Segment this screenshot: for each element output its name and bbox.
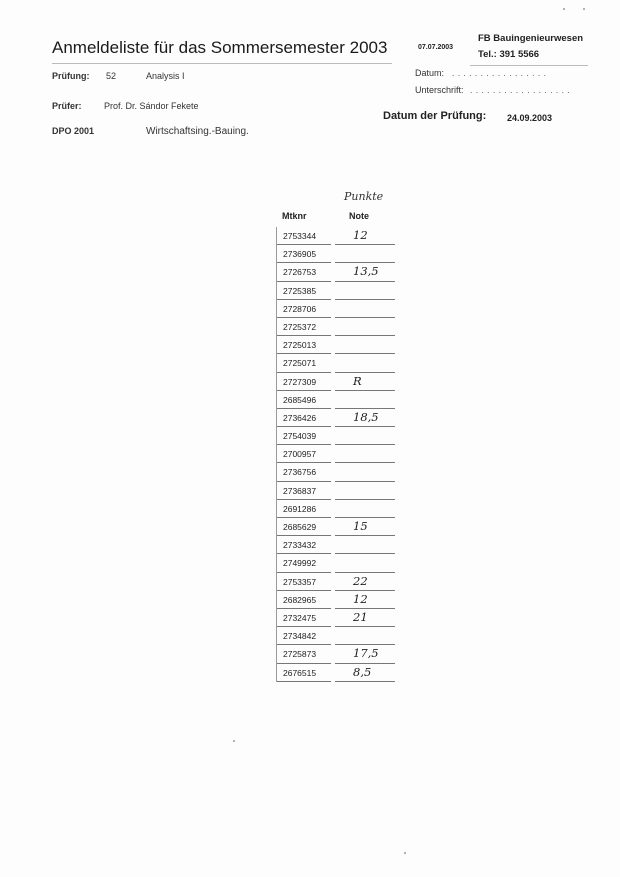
column-header-mtknr: Mtknr	[282, 211, 307, 221]
column-header-note: Note	[349, 211, 369, 221]
mtknr-cell: 2753357	[283, 576, 317, 587]
table-row	[276, 336, 394, 354]
table-row	[276, 536, 394, 554]
note-cell: 13,5	[353, 264, 379, 279]
unterschrift-label: Unterschrift:	[415, 85, 464, 95]
mtknr-cell: 2685629	[283, 522, 317, 532]
table-row	[276, 227, 394, 245]
mtknr-cell: 2736837	[283, 485, 317, 496]
table-row	[276, 573, 394, 591]
scan-speck	[583, 8, 585, 10]
table-row	[276, 627, 394, 645]
mtknr-cell: 2726753	[283, 267, 317, 278]
grade-table	[276, 227, 394, 682]
table-row	[276, 391, 394, 409]
scan-speck	[404, 852, 406, 854]
note-cell: 15	[353, 519, 368, 533]
note-cell: 21	[353, 609, 368, 624]
page-title: Anmeldeliste für das Sommersemester 2003	[52, 38, 388, 57]
mtknr-cell: 2700957	[283, 449, 317, 460]
scan-speck	[233, 740, 235, 742]
mtknr-cell: 2728706	[283, 303, 317, 314]
pruefung-name: Analysis I	[146, 71, 185, 81]
note-underline	[335, 681, 395, 682]
mtknr-cell: 2753344	[283, 231, 317, 241]
row-underline	[277, 681, 331, 682]
mtknr-cell: 2736426	[283, 412, 317, 423]
table-row	[276, 245, 394, 263]
note-cell: 17,5	[353, 646, 379, 661]
mtknr-cell: 2725873	[283, 649, 317, 660]
mtknr-cell: 2725385	[283, 285, 317, 296]
table-row	[276, 518, 394, 536]
pruefer-label: Prüfer:	[52, 101, 82, 111]
datum-dots: . . . . . . . . . . . . . . . . .	[452, 68, 547, 78]
mtknr-cell: 2732475	[283, 612, 317, 623]
note-cell: 12	[353, 228, 368, 242]
table-row	[276, 318, 394, 336]
mtknr-cell: 2736905	[283, 249, 317, 260]
table-row	[276, 300, 394, 318]
exam-date-value: 24.09.2003	[507, 113, 553, 123]
table-row	[276, 500, 394, 518]
mtknr-cell: 2725013	[283, 340, 317, 351]
pruefer-name: Prof. Dr. Sándor Fekete	[104, 101, 199, 111]
table-row	[276, 354, 394, 372]
note-cell: R	[353, 373, 362, 388]
table-row	[276, 463, 394, 481]
unterschrift-dots: . . . . . . . . . . . . . . . . . .	[470, 85, 571, 95]
mtknr-cell: 2734842	[283, 631, 317, 642]
mtknr-cell: 2725372	[283, 321, 317, 332]
note-cell: 12	[353, 591, 368, 606]
datum-label: Datum:	[415, 68, 445, 78]
table-row	[276, 645, 394, 663]
mtknr-cell: 2736756	[283, 467, 317, 478]
table-row	[276, 554, 394, 572]
table-row	[276, 445, 394, 463]
table-row	[276, 409, 394, 427]
table-row	[276, 591, 394, 609]
dpo-label: DPO 2001	[52, 126, 95, 136]
mtknr-cell: 2691286	[283, 503, 317, 514]
mtknr-cell: 2685496	[283, 394, 317, 405]
department-name: FB Bauingenieurwesen	[478, 33, 584, 44]
note-cell: 18,5	[353, 409, 379, 424]
mtknr-cell: 2733432	[283, 540, 317, 551]
header-divider	[52, 63, 392, 64]
exam-date-label: Datum der Prüfung:	[383, 110, 487, 122]
table-row	[276, 373, 394, 391]
mtknr-cell: 2725071	[283, 358, 317, 369]
scan-speck	[563, 8, 565, 10]
table-row	[276, 427, 394, 445]
note-cell: 22	[353, 573, 368, 588]
mtknr-cell: 2682965	[283, 594, 317, 605]
note-cell: 8,5	[353, 664, 372, 679]
header-divider-right	[470, 65, 588, 66]
pruefung-number: 52	[106, 71, 117, 81]
table-row	[276, 664, 394, 682]
punkte-handwritten-header: Punkte	[344, 190, 384, 203]
mtknr-cell: 2754039	[283, 431, 317, 442]
dpo-value: Wirtschaftsing.-Bauing.	[146, 126, 249, 137]
pruefung-label: Prüfung:	[52, 71, 90, 81]
table-row	[276, 609, 394, 627]
table-row	[276, 482, 394, 500]
mtknr-cell: 2676515	[283, 667, 317, 678]
table-row	[276, 282, 394, 300]
print-date: 07.07.2003	[418, 44, 454, 51]
table-row	[276, 263, 394, 281]
mtknr-cell: 2727309	[283, 376, 317, 387]
department-phone: Tel.: 391 5566	[478, 49, 540, 60]
mtknr-cell: 2749992	[283, 558, 317, 569]
